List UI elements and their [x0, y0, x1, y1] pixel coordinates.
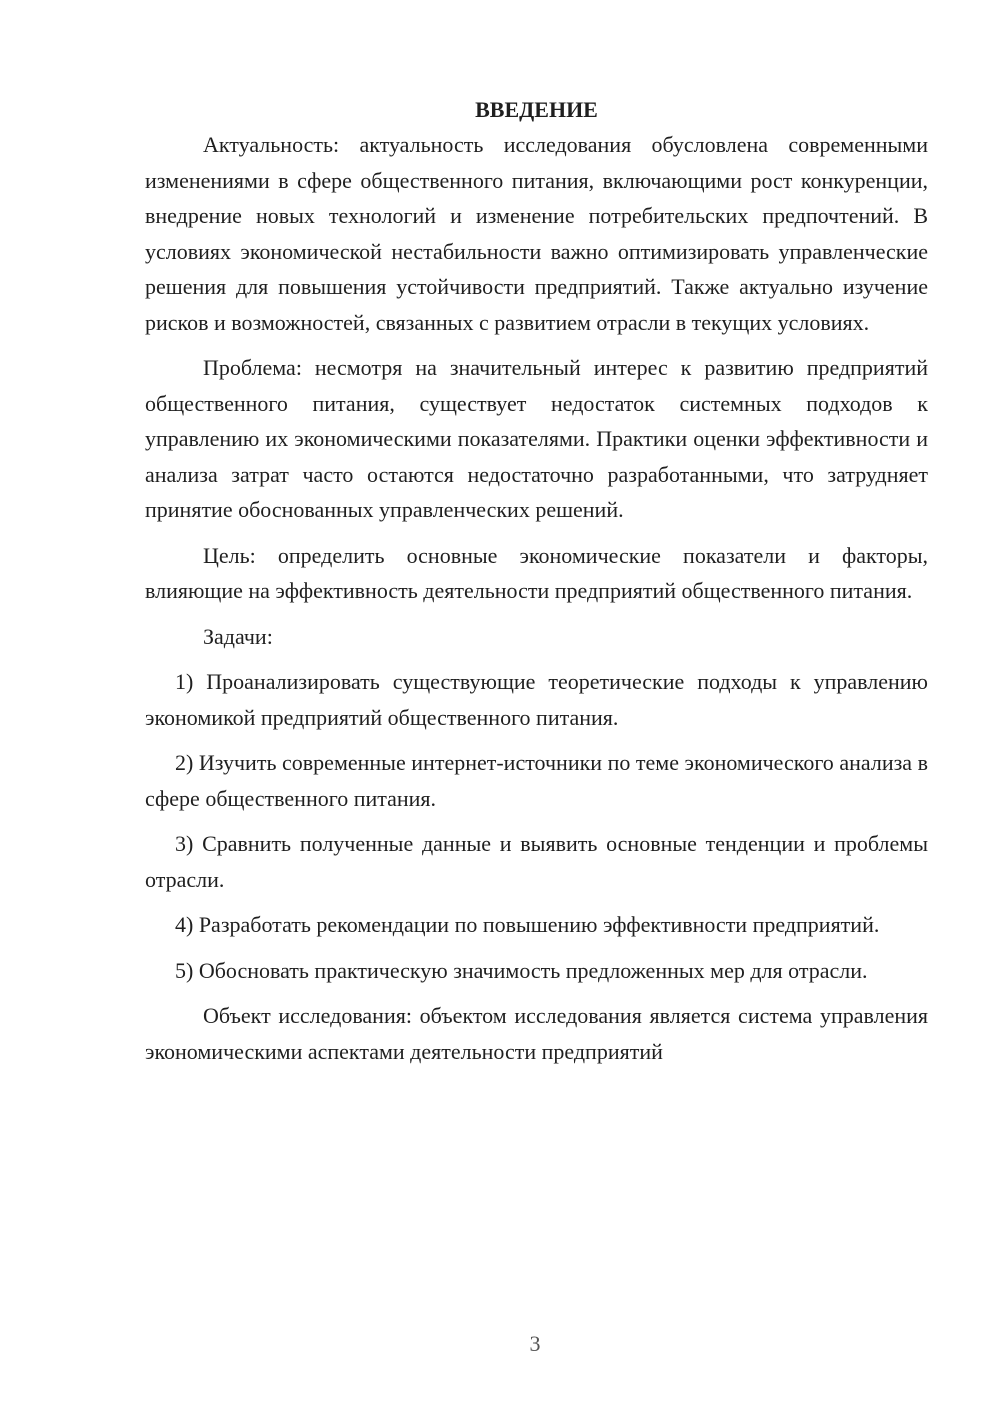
task-item-2: 2) Изучить современные интернет-источники по теме экономического анализа в сфере общественного питания.: [145, 750, 928, 811]
problem-paragraph: Проблема: несмотря на значительный интерес к развитию предприятий общественного питания, существует недостаток системных подходов к управлению их экономическими показателями. Практики оценки эффективности и анализа затрат часто остаются недостаточно разработанными, что затрудняет принятие обоснованных управленческих решений.: [145, 355, 928, 522]
relevance-paragraph: Актуальность: актуальность исследования обусловлена современными изменениями в сфере общественного питания, включающими рост конкуренции, внедрение новых технологий и изменение потребительских предпочтений. В условиях экономической нестабильности важно оптимизировать управленческие решения для повышения устойчивости предприятий. Также актуально изучение рисков и возможностей, связанных с развитием отрасли в текущих условиях.: [145, 132, 928, 335]
page-number: 3: [529, 1331, 541, 1356]
task-item-1: 1) Проанализировать существующие теоретические подходы к управлению экономикой предприятий общественного питания.: [145, 669, 928, 730]
goal-paragraph: Цель: определить основные экономические показатели и факторы, влияющие на эффективность деятельности предприятий общественного питания.: [145, 542, 928, 603]
document-page: [145, 92, 928, 1079]
task-item-3: 3) Сравнить полученные данные и выявить основные тенденции и проблемы отрасли.: [145, 831, 928, 892]
section-heading: ВВЕДЕНИЕ: [475, 97, 598, 122]
tasks-label: Задачи:: [203, 623, 273, 649]
task-item-5: 5) Обосновать практическую значимость предложенных мер для отрасли.: [175, 957, 868, 983]
object-paragraph: Объект исследования: объектом исследования является система управления экономическими аспектами деятельности предприятий: [145, 1003, 928, 1064]
task-item-4: 4) Разработать рекомендации по повышению эффективности предприятий.: [175, 912, 880, 937]
